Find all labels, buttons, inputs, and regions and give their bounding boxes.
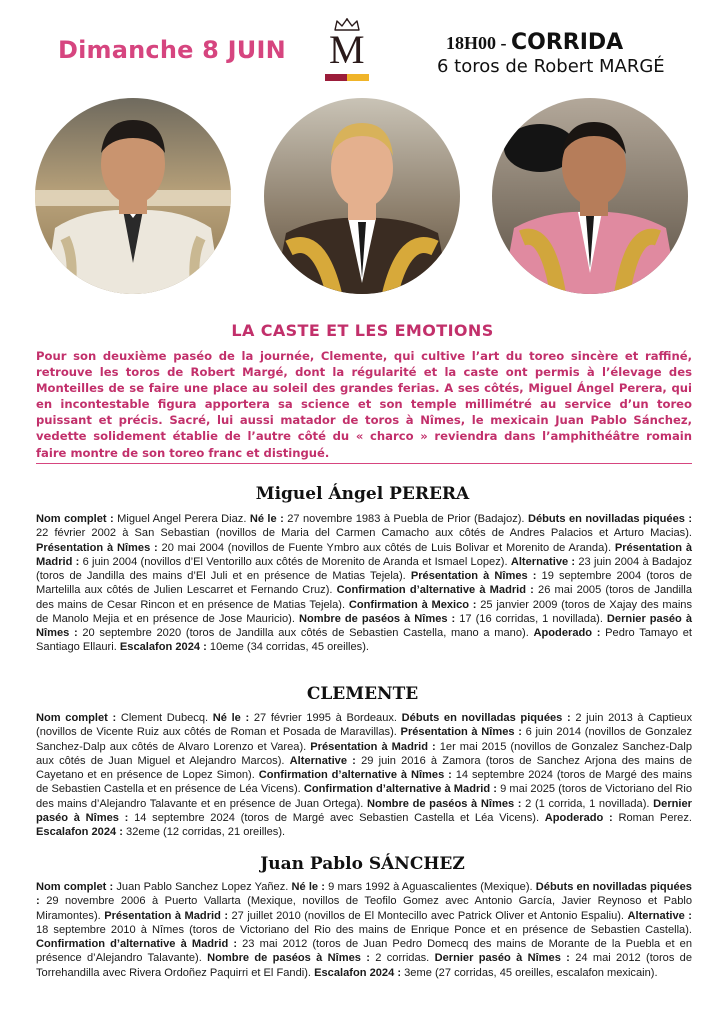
bio-field-label: Nombre de paséos à Nîmes : (298, 612, 460, 625)
bio-field-value: 29 juin 2016 à Zamora (toros de Sanchez Arjona des mains de Cayetano et en présence de Lopez Simon). (36, 754, 692, 781)
section-divider (36, 463, 692, 464)
bio-field-value: 10eme (34 corridas, 45 oreilles). (209, 641, 369, 654)
bio-field-value: 3eme (27 corridas, 45 oreilles, escalafon mexicain). (404, 966, 658, 979)
bio-field-value: 19 septembre 2004 (toros de Martelilla aux côtés de Julien Lescarret et Fernando Cruz). (36, 570, 692, 597)
event-date: Dimanche 8 JUIN (58, 36, 286, 64)
bio-field-label: Dernier paséo à Nîmes : (434, 952, 576, 965)
bio-field-value: 17 (16 corridas, 1 novillada). (459, 612, 607, 625)
portrait-clemente (264, 98, 460, 294)
bio-field-value: Miguel Angel Perera Diaz. (117, 513, 250, 525)
bio-field-value: Pedro Tamayo et Santiago Ellauri. (36, 627, 693, 654)
bio-field-label: Nom complet : (36, 881, 117, 893)
portrait-perera (35, 98, 231, 294)
bio-field-value: 6 juin 2014 (novillos de Gonzalez Sanchez-Dalp aux côtés de Alvaro Lorenzo et Varea). (36, 726, 692, 753)
bio-field-label: Confirmation à Mexico : (348, 598, 481, 611)
bio-field-value: 9 mai 2025 (toros de Victoriano del Rio des mains d’Alejandro Talavante et en présence de Juan Ortega). (36, 783, 693, 810)
bio-field-value: 9 mars 1992 à Aguascalientes (Mexique). (328, 881, 536, 893)
bio-field-value: 27 février 1995 à Bordeaux. (253, 712, 402, 724)
bio-field-label: Nom complet : (36, 513, 118, 525)
section-title: LA CASTE ET LES EMOTIONS (231, 321, 494, 340)
event-toros: 6 toros de Robert MARGÉ (437, 56, 665, 77)
portrait-sanchez (492, 98, 688, 294)
bio-field-value: 23 mai 2012 (toros de Juan Pedro Domecq des mains de Morante de la Puebla et en présence d’Alejandro Talavante). (36, 938, 693, 965)
bio-field-label: Présentation à Nîmes : (400, 726, 526, 739)
crowned-m-logo-icon: M (325, 18, 369, 82)
bio-field-value: 32eme (12 corridas, 21 oreilles). (126, 826, 286, 838)
bio-field-label: Escalafon 2024 : (36, 826, 127, 838)
bio-field-label: Dernier paséo à Nîmes : (36, 797, 692, 824)
bio-field-label: Débuts en novilladas piquées : (36, 881, 692, 908)
bio-field-label: Né le : (212, 712, 254, 724)
bio-field-label: Alternative : (627, 909, 692, 922)
bio-field-value: 1er mai 2015 (novillos de Gonzalez Sanchez-Dalp aux côtés de Juan Miguel et Alejandro Marcos). (36, 740, 692, 767)
bio-field-value: 20 mai 2004 (novillos de Fuente Ymbro aux côtés de Luis Bolivar et Morenito de Aranda). (161, 541, 615, 554)
bio-field-value: Clement Dubecq. (120, 712, 213, 724)
bio-field-value: 14 septembre 2024 (toros de Margé avec Sebastien Castella et Léa Vicens). (134, 811, 545, 824)
bio-field-label: Débuts en novilladas piquées : (401, 712, 576, 724)
bio-field-value: 2 (1 corrida, 1 novillada). (525, 797, 654, 810)
bio-field-label: Présentation à Madrid : (36, 541, 693, 568)
event-type: CORRIDA (511, 30, 624, 55)
bio-field-label: Débuts en novilladas piquées : (527, 513, 693, 525)
bio-field-value: 24 mai 2012 (toros de Torrehandilla avec Rivera Ordoñez Paquirri et El Fandi). (36, 952, 693, 979)
bio-field-value: 18 septembre 2010 à Nîmes (toros de Victoriano del Rio des mains de Enrique Ponce et en présence de Sebastien Castella). (36, 923, 692, 936)
bio-field-label: Confirmation d’alternative à Madrid : (303, 783, 501, 796)
bio-field-value: 20 septembre 2020 (toros de Jandilla aux côtés de Sebastien Castella, mano a mano). (82, 627, 534, 639)
bio-field-value: 27 juillet 2010 (novillos de El Montecillo avec Patrick Oliver et Antonio Espaliu). (231, 909, 628, 922)
bio-field-label: Nombre de paséos à Nîmes : (207, 952, 376, 965)
bio-field-label: Présentation à Madrid : (310, 740, 440, 753)
bio-field-label: Confirmation d’alternative à Nîmes : (258, 769, 456, 781)
bio-text-sanchez (36, 880, 692, 980)
header (0, 0, 725, 90)
portraits-row (0, 98, 725, 298)
bio-field-value: Juan Pablo Sanchez Lopez Yañez. (116, 881, 292, 893)
bio-field-label: Alternative : (510, 555, 579, 568)
bio-text-clemente (36, 711, 692, 839)
bio-name-sanchez: Juan Pablo SÁNCHEZ (260, 854, 465, 874)
bio-field-value: 6 juin 2004 (novillos d’El Ventorillo aux côtés de Morenito de Aranda et Ismael Lopez). (82, 555, 511, 568)
logo-color-bar (325, 74, 369, 81)
bio-field-label: Présentation à Nîmes : (410, 570, 542, 582)
bio-field-label: Escalafon 2024 : (314, 966, 405, 979)
bio-field-label: Présentation à Madrid : (104, 909, 232, 922)
bio-text-perera (36, 512, 692, 655)
bio-field-value: Roman Perez. (618, 811, 692, 824)
bio-name-clemente: CLEMENTE (306, 684, 419, 704)
bio-field-value: 2 juin 2013 à Captieux (novillos de Vicente Ruiz aux côtés de Roman et Posada de Maravillas). (36, 712, 693, 739)
bio-field-label: Confirmation d’alternative à Madrid : (336, 584, 539, 597)
bio-field-value: 25 janvier 2009 (toros de Xajay des mains de Manolo Mejia et en présence de Jose Mauricio). (36, 598, 693, 625)
bio-field-label: Escalafon 2024 : (119, 641, 210, 654)
bio-field-label: Alternative : (289, 754, 362, 767)
intro-paragraph: Pour son deuxième paséo de la journée, Clemente, qui cultive l’art du toreo sincère et raffiné, retrouve les toros de Robert Margé, dont la régularité et la caste ont permis à l’élevage des Monteilles de se faire une place au soleil des grandes ferias. A ses côtés, Miguel Ángel Perera, qui en incontestable figura apportera sa science et son temple millimétré au service d’un toreo puissant et précis. Sacré, lui aussi matador de toros à Nîmes, le mexicain Juan Pablo Sánchez, vedette solidement établie de l’autre côté du « charco » reviendra dans l’amphithéâtre romain faire montre de son toreo franc et distingué. (36, 349, 692, 460)
event-time: 18H00 - (446, 33, 511, 53)
bio-field-label: Né le : (249, 513, 288, 525)
bio-field-value: 27 novembre 1983 à Puebla de Prior (Badajoz). (287, 513, 528, 525)
bio-field-label: Dernier paséo à Nîmes : (36, 612, 693, 639)
bio-field-label: Nombre de paséos à Nîmes : (367, 797, 526, 810)
bio-field-value: 2 corridas. (375, 952, 435, 965)
bio-field-label: Présentation à Nîmes : (36, 541, 162, 554)
bio-field-value: 26 mai 2005 (toros de Jandilla des mains de Cesar Rincon et en présence de Matias Tejela). (36, 584, 693, 611)
bio-field-label: Né le : (291, 881, 329, 893)
bio-name-perera: Miguel Ángel PERERA (255, 484, 470, 504)
bio-field-value: 29 novembre 2006 à Puerto Vallarta (Mexique, novillos de Teofilo Gomez avec Antonio García, Javier Reynoso et Pablo Miramontes). (36, 895, 692, 922)
bio-field-label: Nom complet : (36, 712, 121, 724)
bio-field-value: 23 juin 2004 à Badajoz (toros de Jandilla des mains d’El Juli et en présence de Matias Tejela). (36, 555, 692, 582)
bio-field-value: 22 février 2002 à San Sebastian (novillos de Maria del Carmen Camacho aux côtés de Andres Palacios et Arturo Macias). (36, 527, 692, 540)
bio-field-label: Confirmation d’alternative à Madrid : (36, 938, 243, 950)
event-time-line (446, 30, 623, 55)
bio-field-value: 14 septembre 2024 (toros de Margé des mains de Sebastien Castella et en présence de Léa Vicens). (36, 769, 692, 796)
bio-field-label: Apoderado : (544, 811, 619, 824)
bio-field-label: Apoderado : (533, 627, 606, 639)
